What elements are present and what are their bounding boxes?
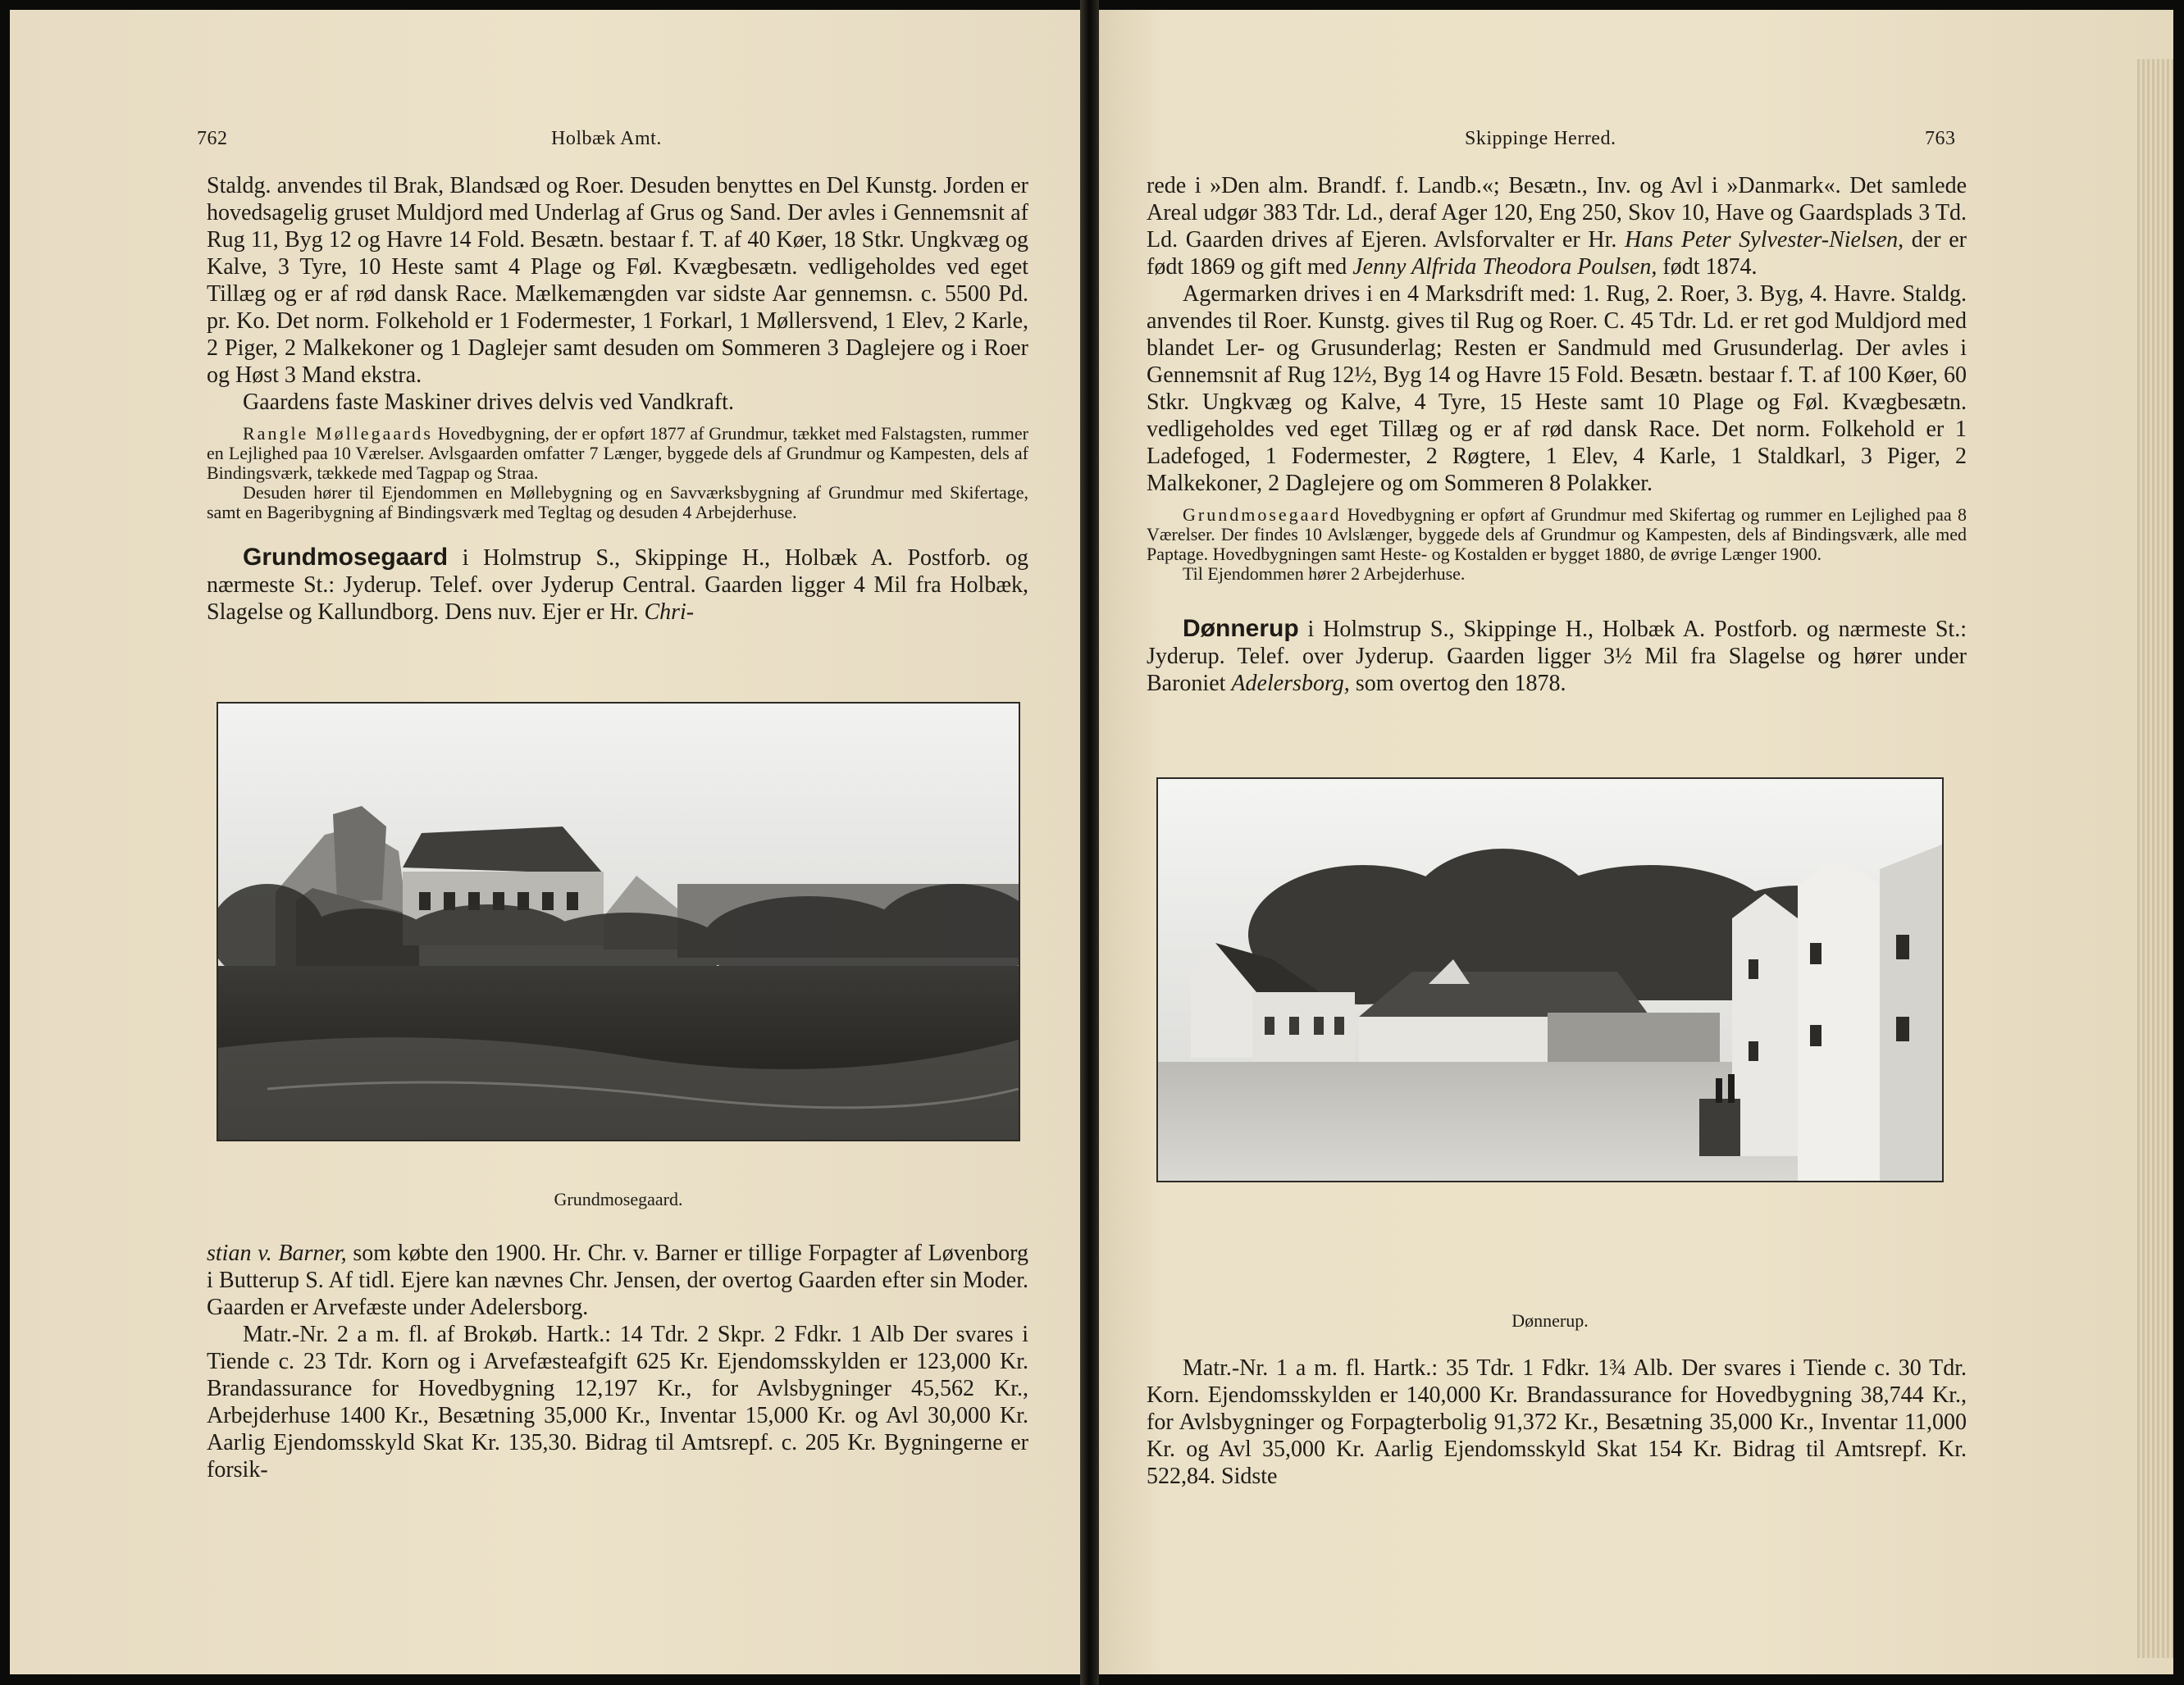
paragraph: Gaardens faste Maskiner drives delvis ved Vandkraft. xyxy=(243,389,734,415)
entry-paragraph: Dønnerup i Holmstrup S., Skippinge H., Holbæk A. Postforb. og nærmeste St.: Jyderup. Telef. over Jyderup. Gaarden ligger 3½ Mil fra Slagelse og hører under Baroniet Adelersborg, som overtog den 1878. xyxy=(1147,615,1967,696)
owner-name: stian v. Barner, xyxy=(207,1241,347,1266)
page-number: 762 xyxy=(197,128,228,149)
small-print: Til Ejendommen hører 2 Arbejderhuse. xyxy=(1183,563,1466,584)
courtyard-photo-image xyxy=(1158,779,1942,1181)
paragraph: Agermarken drives i en 4 Marksdrift med: 1. Rug, 2. Roer, 3. Byg, 4. Havre. Staldg. anvendes til Roer. Kunstg. gives til Rug og Roer. C. 45 Tdr. Ld. er ret god Muldjord med blandet Ler- og Grusunderlag; Resten er Sandmuld med Grusunderlag. Der avles i Gennemsnit af Rug 12½, Byg 14 og Havre 15 Fold. Besætn. bestaar f. T. af 100 Køer, 60 Stkr. Ungkvæg og Kalve, 4 Tyre, 15 Heste samt 10 Plage og Føl. Kvægbesætn. vedligeholdes ved eget Tillæg og er af rød dansk Race. Det norm. Folkehold er 1 Ladefoged, 1 Fodermester, 2 Røgtere, 1 Elev, 4 Karle, 1 Staldkarl, 3 Piger, 2 Malkekoner, 2 Daglejere og om Sommeren 8 Polakker. xyxy=(1147,281,1967,496)
photo-caption: Grundmosegaard. xyxy=(554,1189,683,1209)
property-name: Rangle Møllegaards xyxy=(243,423,433,444)
entry-title: Grundmosegaard xyxy=(243,544,449,571)
right-text-top xyxy=(1147,172,1967,697)
photo-donnerup xyxy=(1158,779,1942,1181)
farm-photo-image xyxy=(218,704,1019,1140)
right-page xyxy=(1099,10,2173,1674)
running-head: Skippinge Herred. xyxy=(1465,128,1616,149)
entry-paragraph: Grundmosegaard i Holmstrup S., Skippinge H., Holbæk A. Postforb. og nærmeste St.: Jyderup. Telef. over Jyderup Central. Gaarden ligger 4 Mil fra Holbæk, Slagelse og Kallundborg. Dens nuv. Ejer er Hr. Chri- xyxy=(207,544,1028,625)
photo-grundmosegaard xyxy=(218,704,1019,1140)
paragraph: stian v. Barner, som købte den 1900. Hr. Chr. v. Barner er tillige Forpagter af Løvenborg i Butterup S. Af tidl. Ejere kan nævnes Chr. Jensen, der overtog Gaarden efter sin Moder. Gaarden er Arvefæste under Adelersborg. xyxy=(207,1241,1028,1320)
small-print: Desuden hører til Ejendommen en Møllebygning og en Savværksbygning af Grundmur med Skifertage, samt en Bageribygning af Bindingsværk med Tegltag og desuden 4 Arbejderhuse. xyxy=(207,482,1028,522)
manager-name: Hans Peter Sylvester-Nielsen, xyxy=(1625,227,1904,253)
left-text-top xyxy=(207,172,1028,626)
left-page xyxy=(10,10,1080,1674)
paragraph: Staldg. anvendes til Brak, Blandsæd og Roer. Desuden benyttes en Del Kunstg. Jorden er hovedsagelig gruset Muldjord med Underlag af Grus og Sand. Der avles i Gennemsnit af Rug 11, Byg 12 og Havre 14 Fold. Besætn. bestaar f. T. af 40 Køer, 18 Stkr. Ungkvæg og Kalve, 3 Tyre, 10 Heste samt 4 Plage og Føl. Kvægbesætn. vedligeholdes ved eget Tillæg og er af rød dansk Race. Mælkemængden var sidste Aar gennemsn. c. 5500 Pd. pr. Ko. Det norm. Folkehold er 1 Fodermester, 1 Forkarl, 1 Møllersvend, 1 Elev, 2 Karle, 2 Piger, 2 Malkekoner og 1 Daglejer samt desuden om Sommeren 3 Daglejere og i Roer og Høst 3 Mand ekstra. xyxy=(207,173,1028,388)
photo-caption: Dønnerup. xyxy=(1511,1310,1589,1331)
paragraph: rede i »Den alm. Brandf. f. Landb.«; Besætn., Inv. og Avl i »Danmark«. Det samlede Areal udgør 383 Tdr. Ld., deraf Ager 120, Eng 250, Skov 10, Have og Gaardsplads 3 Td. Ld. Gaarden drives af Ejeren. Avlsforvalter er Hr. Hans Peter Sylvester-Nielsen, der er født 1869 og gift med Jenny Alfrida Theodora Poulsen, født 1874. xyxy=(1147,173,1967,280)
small-print: Grundmosegaard Hovedbygning er opført af Grundmur med Skifertag og rummer en Lejlighed paa 8 Værelser. Der findes 10 Avlslænger, byggede dels af Grundmur og Kampesten, dels af Bindingsværk, alle med Paptage. Hovedbygningen samt Heste- og Kostalden er bygget 1880, de øvrige Længer 1900. xyxy=(1147,504,1967,564)
barony-name: Adelersborg, xyxy=(1231,671,1350,696)
paragraph: Matr.-Nr. 1 a m. fl. Hartk.: 35 Tdr. 1 Fdkr. 1¾ Alb. Der svares i Tiende c. 30 Tdr. Korn. Ejendomsskylden er 140,000 Kr. Brandassurance for Hovedbygning 38,744 Kr., for Avlsbygninger og Forpagterbolig 91,372 Kr., Besætning 35,000 Kr., Inventar 11,000 Kr. og Avl 35,000 Kr. Aarlig Ejendomsskyld Skat 154 Kr. Bidrag til Amtsrepf. Kr. 522,84. Sidste xyxy=(1147,1355,1967,1489)
right-text-bottom xyxy=(1147,1355,1967,1490)
page-edge xyxy=(2137,59,2173,1658)
book-gutter xyxy=(1080,0,1099,1685)
property-name: Grundmosegaard xyxy=(1183,504,1342,525)
wife-name: Jenny Alfrida Theodora Poulsen, xyxy=(1352,254,1657,280)
paragraph: Matr.-Nr. 2 a m. fl. af Brokøb. Hartk.: 14 Tdr. 2 Skpr. 2 Fdkr. 1 Alb Der svares i Tiende c. 23 Tdr. Korn og i Arvefæsteafgift 625 Kr. Ejendomsskylden er 123,000 Kr. Brandassurance for Hovedbygning 12,197 Kr., for Avlsbygninger 45,562 Kr., Arbejderhuse 1400 Kr., Besætning 35,000 Kr., Inventar 15,000 Kr. og Avl 30,000 Kr. Aarlig Ejendomsskyld Skat Kr. 135,30. Bidrag til Amtsrepf. c. 205 Kr. Bygningerne er forsik- xyxy=(207,1322,1028,1482)
page-number: 763 xyxy=(1925,128,1956,149)
entry-title: Dønnerup xyxy=(1183,615,1299,642)
left-text-bottom xyxy=(207,1240,1028,1483)
running-head: Holbæk Amt. xyxy=(551,128,662,149)
small-print: Rangle Møllegaards Hovedbygning, der er opført 1877 af Grundmur, tækket med Falstagsten, rummer en Lejlighed paa 10 Værelser. Avlsgaarden omfatter 7 Længer, byggede dels af Grundmur og Kampesten, dels af Bindingsværk, tækkede med Tagpap og Straa. xyxy=(207,423,1028,483)
